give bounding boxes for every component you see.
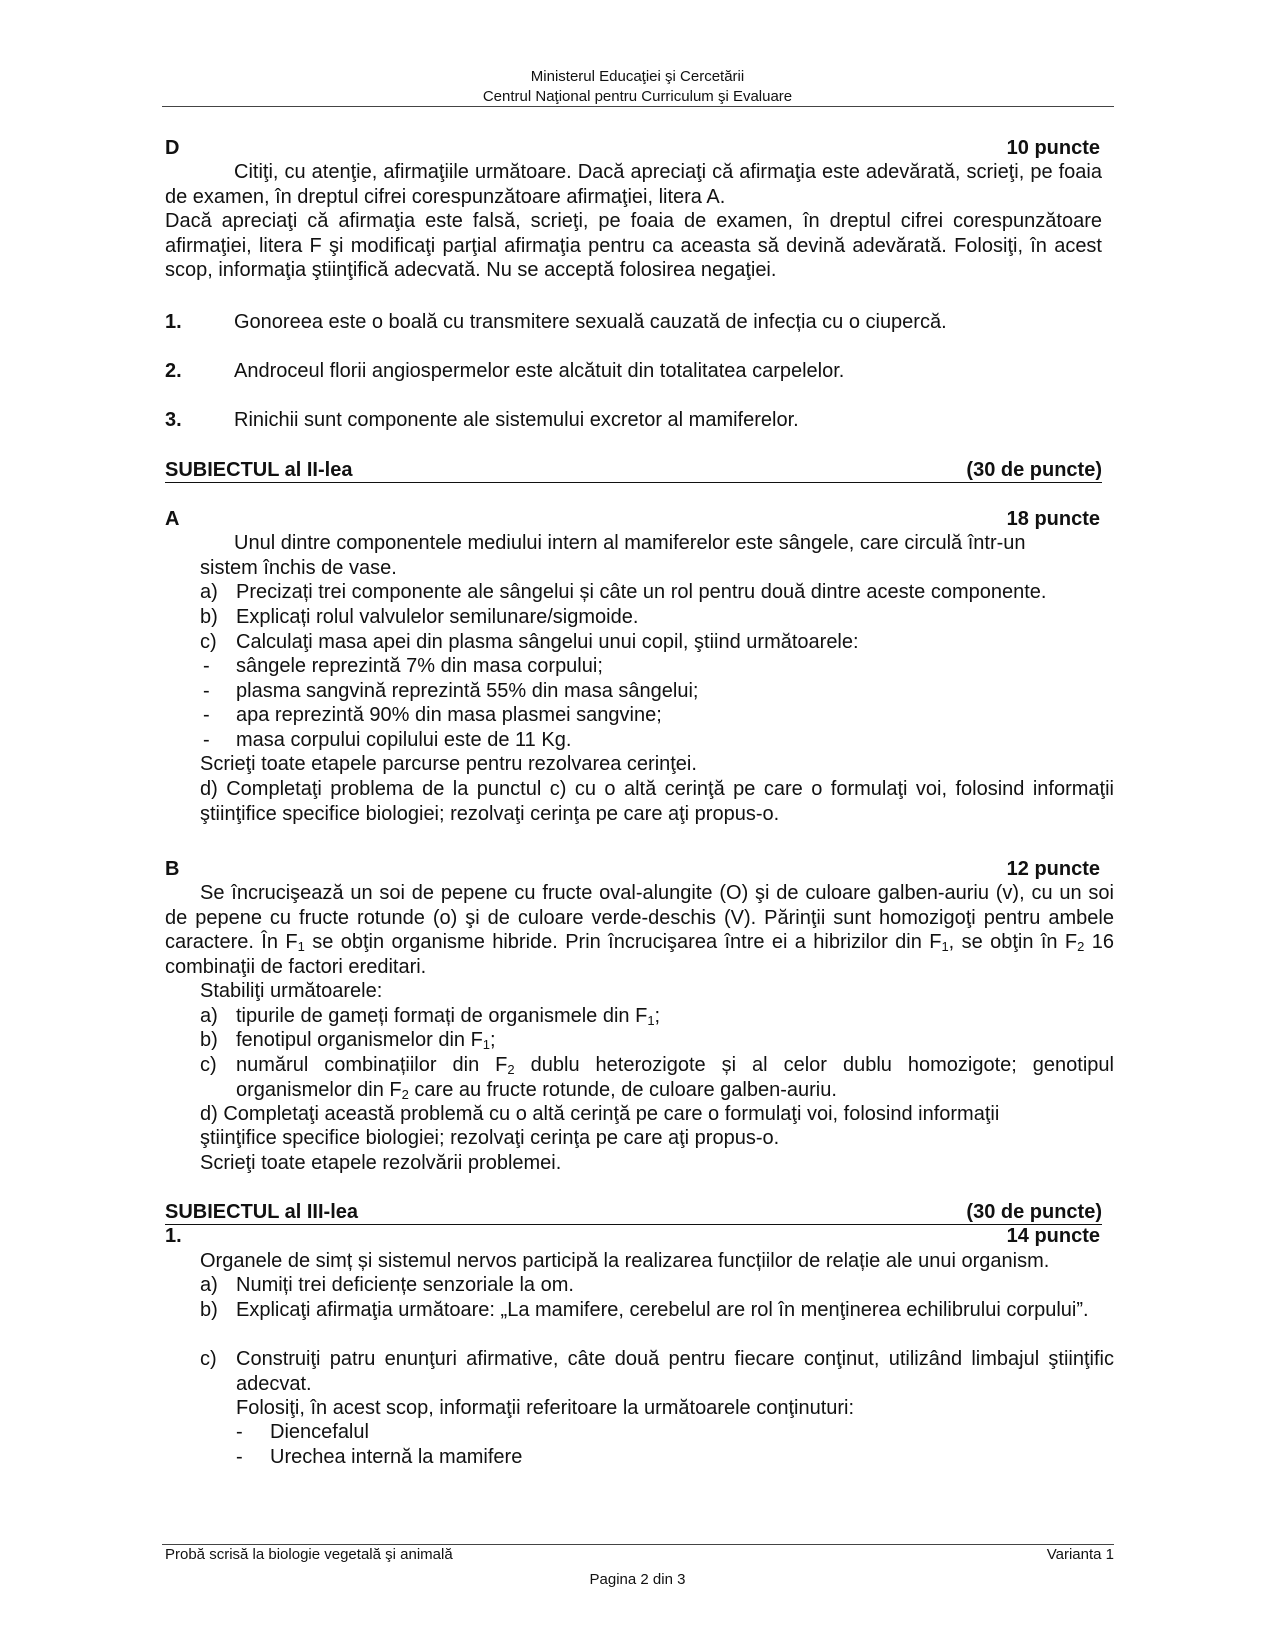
subject-3-q1-points: 14 puncte — [1006, 1225, 1100, 1247]
subject-2-a-c-dash-3: - — [203, 704, 210, 726]
subject-2-a-b-label: b) — [200, 606, 218, 628]
subject-2-points: (30 de puncte) — [966, 459, 1102, 481]
section-d-item-3-number: 3. — [165, 409, 182, 431]
subject-2-b-d-line-1: d) Completaţi această problemă cu o altă cerinţă pe care o formulaţi voi, folosind informaţii — [200, 1103, 1000, 1125]
section-d-item-1-number: 1. — [165, 311, 182, 333]
header-ministry: Ministerul Educaţiei şi Cercetării — [530, 68, 745, 85]
subject-2-b-d-line-2: ştiinţifice specifice biologiei; rezolvaţi cerinţa pe care aţi propus-o. — [200, 1127, 780, 1149]
subject-2-b-statement: Se încrucişează un soi de pepene cu fructe oval-alungite (O) şi de culoare galben-auriu (v), cu un soi de pepene cu fructe rotunde (o) şi de culoare verde-deschis (V). Părinţii sunt homozigoţi pentru ambele caractere. În $F_1$ se obţin organisme hibride. Prin încrucişarea între ei a hibrizilor din $F_1$, se obţin în $F_2$ 16 combinaţii de factori ereditari. — [165, 882, 1115, 978]
subject-3-q1-a-label: a) — [200, 1274, 218, 1296]
footer-exam-title: Probă scrisă la biologie vegetală şi animală — [165, 1546, 453, 1563]
subject-2-a-c-item-2: plasma sangvină reprezintă 55% din masa sângelui; — [236, 680, 699, 702]
subject-2-a-c-dash-1: - — [203, 655, 210, 677]
subject-2-a-c-item-4: masa corpului copilului este de 11 Kg. — [236, 729, 572, 751]
subject-3-q1-c-dash-2: - — [236, 1446, 243, 1468]
subject-3-q1-number: 1. — [165, 1225, 182, 1247]
subject-3-points: (30 de puncte) — [966, 1201, 1102, 1223]
subject-2-a-a-text: Precizați trei componente ale sângelui și câte un rol pentru două dintre aceste componente. — [236, 581, 1047, 603]
subject-2-a-letter: A — [165, 508, 180, 530]
subject-2-a-intro-2: sistem închis de vase. — [200, 557, 397, 579]
subject-2-b-c-text: numărul combinațiilor din $F_2$ dublu heterozigote și al celor dublu homozigote; genotipul organismelor din $F_2$ care au fructe rotunde, de culoare galben-auriu. — [236, 1054, 1114, 1102]
subject-3-q1-c-label: c) — [200, 1348, 217, 1370]
subject-3-title: SUBIECTUL al III-lea — [165, 1201, 359, 1223]
subject-3-q1-c-item-1: Diencefalul — [270, 1421, 369, 1443]
subject-2-b-a-label: a) — [200, 1005, 218, 1027]
subject-2-b-stab: Stabiliţi următoarele: — [200, 980, 383, 1002]
subject-3-q1-b-text: Explicaţi afirmaţia următoare: „La mamifere, cerebelul are rol în menţinerea echilibrului corpului”. — [236, 1299, 1089, 1321]
subject-2-b-b-label: b) — [200, 1029, 218, 1051]
subject-2-a-points: 18 puncte — [1006, 508, 1100, 530]
section-d-item-1-text: Gonoreea este o boală cu transmitere sexuală cauzată de infecția cu o ciupercă. — [234, 311, 947, 333]
subject-3-q1-c-dash-1: - — [236, 1421, 243, 1443]
subject-2-b-points: 12 puncte — [1006, 858, 1100, 880]
section-d-intro-1: Citiţi, cu atenţie, afirmaţiile următoare. Dacă apreciaţi că afirmaţia este adevărată, scrieţi, pe foaia de examen, în dreptul cifrei corespunzătoare afirmaţiei, litera A. — [165, 161, 1102, 208]
header-divider — [162, 106, 1114, 107]
footer-divider — [162, 1544, 1114, 1545]
subject-3-q1-c-text: Construiţi patru enunţuri afirmative, câte două pentru fiecare conţinut, utilizând limbajul ştiinţific adecvat. — [236, 1348, 1114, 1395]
subject-3-q1-c-item-2: Urechea internă la mamifere — [270, 1446, 523, 1468]
subject-2-a-c-dash-4: - — [203, 729, 210, 751]
footer-page-number: Pagina 2 din 3 — [589, 1571, 686, 1588]
subject-3-heading — [165, 1200, 1102, 1225]
subject-2-a-c-dash-2: - — [203, 680, 210, 702]
section-d-intro-2: Dacă apreciaţi că afirmaţia este falsă, scrieţi, pe foaia de examen, în dreptul cifrei corespunzătoare afirmaţiei, litera F şi modificaţi parţial afirmaţia pentru ca aceasta să devină adevărată. Folosiţi, în acest scop, informaţia ştiinţifică adecvată. Nu se acceptă folosirea negaţiei. — [165, 210, 1102, 281]
subject-2-title: SUBIECTUL al II-lea — [165, 459, 353, 481]
subject-2-a-c-text: Calculaţi masa apei din plasma sângelui unui copil, ştiind următoarele: — [236, 631, 859, 653]
subject-2-b-b-text: fenotipul organismelor din $F_1$; — [236, 1029, 496, 1052]
subject-2-a-c-item-1: sângele reprezintă 7% din masa corpului; — [236, 655, 603, 677]
section-d-item-2-text: Androceul florii angiospermelor este alcătuit din totalitatea carpelelor. — [234, 360, 845, 382]
section-d-letter: D — [165, 137, 180, 159]
subject-2-a-c-item-3: apa reprezintă 90% din masa plasmei sangvine; — [236, 704, 662, 726]
subject-2-a-steps: Scrieţi toate etapele parcurse pentru rezolvarea cerinţei. — [200, 753, 697, 775]
subject-2-a-intro-1: Unul dintre componentele mediului intern al mamiferelor este sângele, care circulă într-un — [234, 532, 1026, 554]
subject-2-b-a-text: tipurile de gameți formați de organismele din $F_1$; — [236, 1005, 661, 1028]
subject-3-q1-intro: Organele de simț și sistemul nervos participă la realizarea funcțiilor de relație ale unui organism. — [200, 1250, 1050, 1272]
section-d-item-3-text: Rinichii sunt componente ale sistemului excretor al mamiferelor. — [234, 409, 799, 431]
subject-2-a-d-text: d) Completaţi problema de la punctul c) cu o altă cerinţă pe care o formulaţi voi, folosind informaţii ştiinţifice specifice biologiei; rezolvaţi cerinţa pe care aţi propus-o. — [200, 778, 1114, 825]
section-d-points: 10 puncte — [1006, 137, 1100, 159]
subject-3-q1-a-text: Numiți trei deficiențe senzoriale la om. — [236, 1274, 574, 1296]
subject-2-b-steps: Scrieţi toate etapele rezolvării problemei. — [200, 1152, 562, 1174]
subject-2-a-b-text: Explicați rolul valvulelor semilunare/sigmoide. — [236, 606, 639, 628]
subject-3-q1-b-label: b) — [200, 1299, 218, 1321]
header-center: Centrul Naţional pentru Curriculum şi Evaluare — [482, 88, 793, 105]
footer-variant: Varianta 1 — [1046, 1546, 1114, 1563]
subject-2-b-c-label: c) — [200, 1054, 217, 1076]
subject-2-a-c-label: c) — [200, 631, 217, 653]
subject-2-heading — [165, 458, 1102, 483]
section-d-item-2-number: 2. — [165, 360, 182, 382]
subject-2-a-a-label: a) — [200, 581, 218, 603]
subject-2-b-letter: B — [165, 858, 180, 880]
subject-3-q1-c-use: Folosiţi, în acest scop, informaţii referitoare la următoarele conţinuturi: — [236, 1397, 855, 1419]
